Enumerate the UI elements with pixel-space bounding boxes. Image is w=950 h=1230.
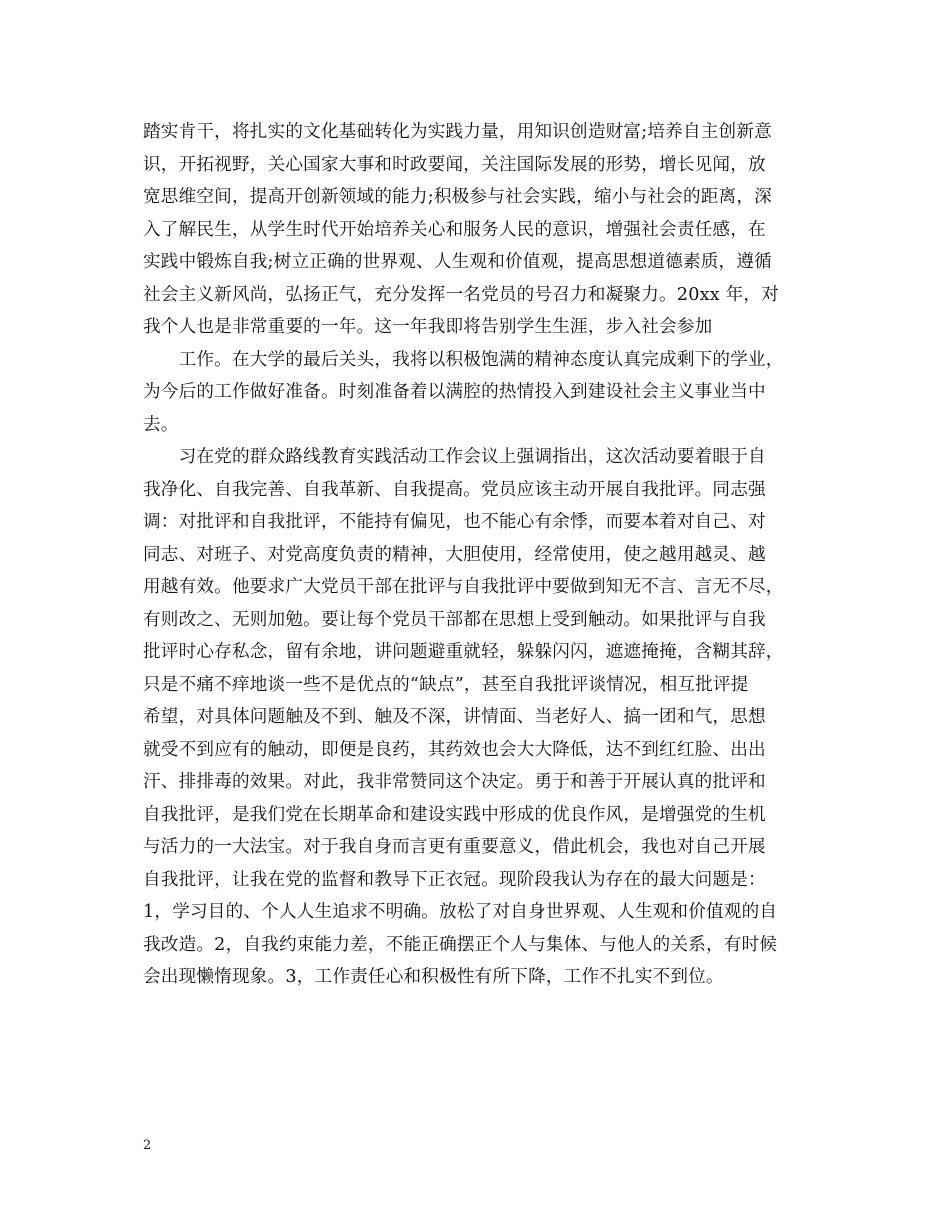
text-line: 去。 (143, 414, 179, 435)
text-line: 希望，对具体问题触及不到、触及不深，讲情面、当老好人、搞一团和气，思想 (143, 707, 766, 727)
text-line: 会出现懒惰现象。3，工作责任心和积极性有所下降，工作不扎实不到位。 (143, 967, 724, 987)
text-line: 就受不到应有的触动，即便是良药，其药效也会大大降低，达不到红红脸、出出 (143, 739, 766, 760)
text-line: 宽思维空间，提高开创新领域的能力;积极参与社会实践，缩小与社会的距离，深 (143, 187, 772, 207)
text-line: 入了解民生，从学生时代开始培养关心和服务人民的意识，增强社会责任感，在 (143, 219, 766, 240)
text-line: 社会主义新风尚，弘扬正气，充分发挥一名党员的号召力和凝聚力。20xx 年，对 (143, 284, 780, 305)
text-line: 调：对批评和自我批评，不能持有偏见，也不能心有余悸，而要本着对自己、对 (143, 512, 766, 532)
page-number: 2 (143, 1138, 152, 1153)
text-line: 有则改之、无则加勉。要让每个党员干部都在思想上受到触动。如果批评与自我 (143, 609, 766, 630)
text-line: 工作。在大学的最后关头，我将以积极饱满的精神态度认真完成剩下的学业， (143, 349, 784, 370)
text-line: 习在党的群众路线教育实践活动工作会议上强调指出，这次活动要着眼于自 (143, 447, 766, 467)
text-line: 只是不痛不痒地谈一些不是优点的“缺点”，甚至自我批评谈情况，相互批评提 (143, 674, 749, 695)
text-line: 用越有效。他要求广大党员干部在批评与自我批评中要做到知无不言、言无不尽， (143, 577, 784, 597)
text-line: 实践中锻炼自我;树立正确的世界观、人生观和价值观，提高思想道德素质，遵循 (143, 252, 772, 272)
text-line: 为今后的工作做好准备。时刻准备着以满腔的热情投入到建设社会主义事业当中 (143, 382, 766, 402)
text-line: 我净化、自我完善、自我革新、自我提高。党员应该主动开展自我批评。同志强 (143, 479, 766, 500)
text-line: 自我批评，让我在党的监督和教导下正衣冠。现阶段我认为存在的最大问题是： (143, 869, 766, 890)
text-line: 自我批评，是我们党在长期革命和建设实践中形成的优良作风，是增强党的生机 (143, 804, 766, 825)
text-line: 汗、排排毒的效果。对此，我非常赞同这个决定。勇于和善于开展认真的批评和 (143, 772, 766, 792)
body-text (143, 116, 823, 994)
text-line: 我个人也是非常重要的一年。这一年我即将告别学生生涯，步入社会参加 (143, 317, 713, 337)
text-line: 1，学习目的、个人人生追求不明确。放松了对自身世界观、人生观和价值观的自 (143, 902, 778, 922)
text-line: 我改造。2，自我约束能力差，不能正确摆正个人与集体、与他人的关系，有时候 (143, 934, 778, 955)
text-line: 与活力的一大法宝。对于我自身而言更有重要意义，借此机会，我也对自己开展 (143, 837, 766, 857)
text-line: 识，开拓视野，关心国家大事和时政要闻，关注国际发展的形势，增长见闻，放 (143, 154, 766, 175)
text-line: 同志、对班子、对党高度负责的精神，大胆使用，经常使用，使之越用越灵、越 (143, 544, 766, 565)
text-line: 批评时心存私念，留有余地，讲问题避重就轻，躲躲闪闪，遮遮掩掩，含糊其辞， (143, 642, 784, 662)
text-line: 踏实肯干，将扎实的文化基础转化为实践力量，用知识创造财富;培养自主创新意 (143, 122, 772, 142)
